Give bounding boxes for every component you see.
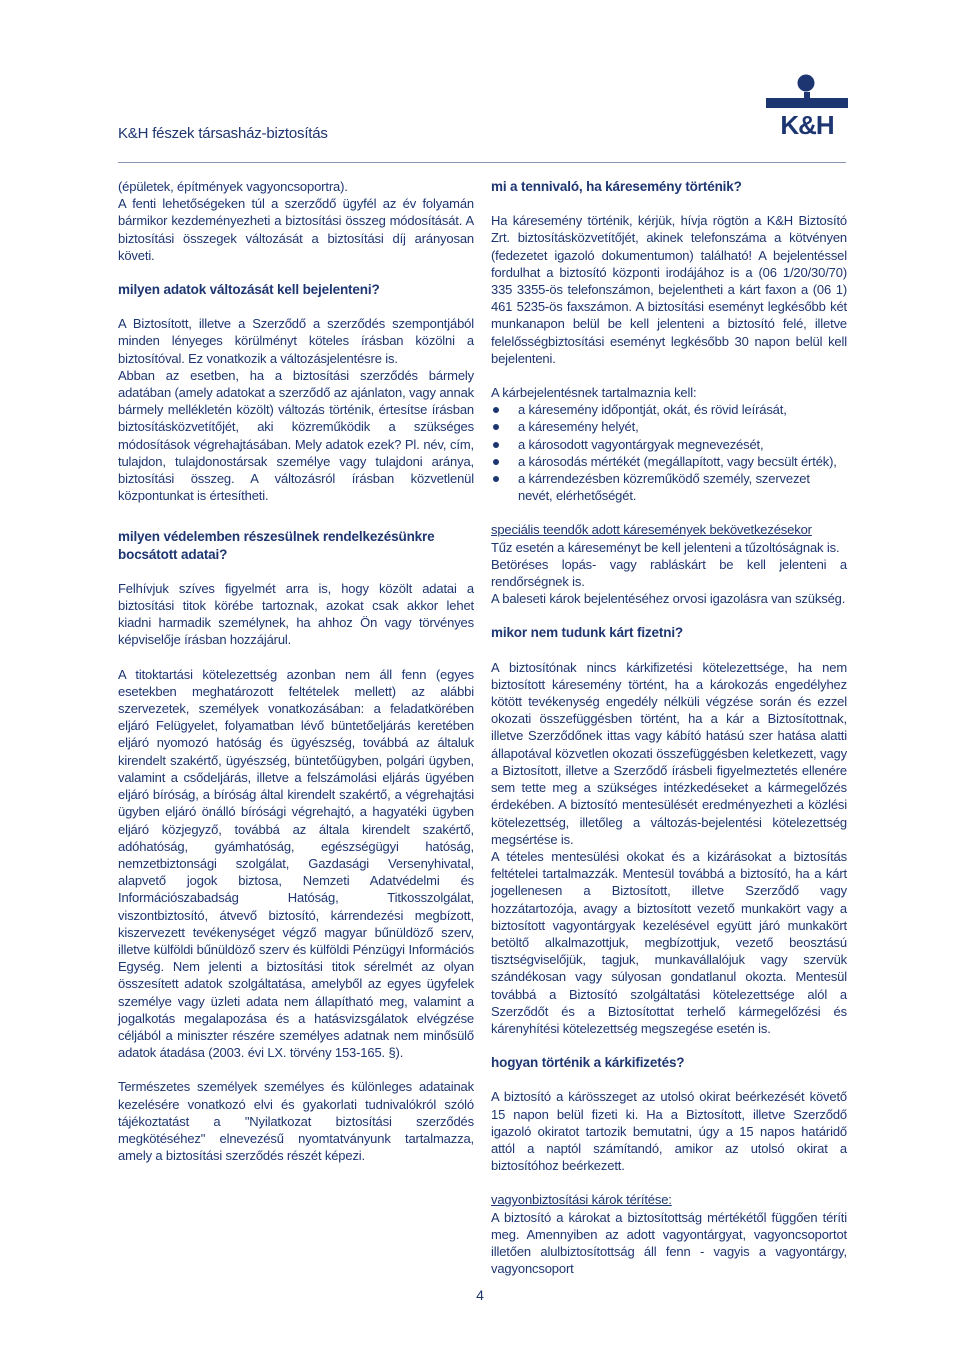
heading-data-change: milyen adatok változását kell bejelenteni? [118, 282, 380, 298]
page-number: 4 [476, 1287, 484, 1303]
heading-special-tasks: speciális teendők adott káresemények bekövetkezésekor [491, 522, 812, 538]
paragraph-disclosure-duty: A Biztosított, illetve a Szerződő a szerződés szempontjából minden lényeges körülményt köteles írásban közölni a biztosítóval. Ez vonatkozik a változásjelentésre is. [118, 316, 474, 366]
list-item: a káresemény helyét, [491, 418, 847, 435]
paragraph-confidentiality-exceptions: A titoktartási kötelezettség azonban nem áll fenn (egyes esetekben meghatározott feltételek mellett) az alábbi szervezetek, személyek vonatkozásában: a feladatkörében eljáró Felügyelet, folyamatban lévő büntetőeljárás keretében eljáró nyomozó hatóság és ügyészség, továbbá az általuk kirendelt szakértő, ügyészség, büntetőügyben, polgári ügyben, valamint a csődeljárás, illetve a felszámolási eljárás ügyében eljáró bíróság, a bíróság által kirendelt szakértő, a végrehajtási ügyben eljáró önálló bírósági végrehajtó, a hagyatéki ügyben eljáró közjegyző, továbbá az általa kirendelt szakértő, adóhatóság, gyámhatóság, egészségügyi hatóság, nemzetbiztonsági szolgálat, Gazdasági Versenyhivatal, alapvető jogok biztosa, Nemzeti Adatvédelmi és Információszabadság Hatóság, Titkosszolgálat, viszontbiztosító, átvevő biztosító, kárrendezési megbízott, kiszervezett tevékenységet végző magyar bűnüldöző szerv, illetve külföldi bűnüldöző szerv és külföldi Pénzügyi Információs Egység. Nem jelenti a biztosítási titok sérelmét az olyan összesített adatok szolgáltatása, amelyből az egyes ügyfelek személye vagy üzleti adata nem állapítható meg, valamint a jogalkotás megalapozása és a hatásvizsgálatok elvégzése céljából a miniszter részére személyes adatnak nem minősülő adatok átadása (2003. évi LX. törvény 153-165. §). [118, 666, 474, 1061]
paragraph-insurance-secret: Felhívjuk szíves figyelmét arra is, hogy közölt adatai a biztosítási titok körébe tartoznak, azokat csak akkor lehet kiadni harmadik személynek, ha ahhoz Ön vagy törvényes képviselője írásban hozzájárul. [118, 580, 474, 648]
list-item: a kárrendezésben közreműködő személy, szervezet nevét, elérhetőségét. [491, 470, 847, 504]
kh-logo-text: K&H [780, 110, 834, 140]
heading-payment-process: hogyan történik a kárkifizetés? [491, 1055, 685, 1071]
paragraph-property-compensation: A biztosító a károkat a biztosítottság mértékétől függően téríti meg. Amennyiben az adott vagyontárgyat, vagyoncsoportot illetően alulbiztosítottság áll fenn - vagyis a vagyontárgy, vagyoncsoport [491, 1209, 847, 1277]
paragraph-amount-change-rest: A fenti lehetőségeken túl a szerződő ügyfél az év folyamán bármikor kezdeményezheti a biztosítási összeg módosítását. A biztosítási összegek változását a biztosítási díj arányosan követi. [118, 196, 474, 263]
header-divider [118, 162, 846, 163]
paragraph-claim-contents: A kárbejelentésnek tartalmaznia kell: [491, 385, 697, 401]
paragraph-no-payment-cases: A biztosítónak nincs kárkifizetési kötelezettsége, ha nem biztosított káresemény történt, ha a károkozás engedélyhez kötött tevékenység engedély nélküli végzése során és ezzel okozati összefüggésben történt, ha a kár a Biztosítottnak, illetve Szerződőnek ittas vagy kábító hatású szer hatása alatti állapotával közvetlen okozati összefüggésben keletkezett, vagy a Biztosított, illetve a Szerződő írásbeli figyelmeztetés ellenére sem tette meg a szükséges intézkedéseket a kármegelőzés érdekében. A biztosító mentesülését eredményezheti a közlési kötelezettség, illetőleg a változás-bejelentési kötelezettség megsértése is. [491, 659, 847, 847]
kh-logo-figure-icon [766, 74, 848, 114]
paragraph-claim-reporting: Ha káresemény történik, kérjük, hívja rögtön a K&H Biztosító Zrt. biztosításközvetítőjét, akinek telefonszáma a kötvényen (fedezetet igazoló dokumentumon) található! A bejelentéssel fordulhat a biztosító központi irodájához is a (06 1/20/30/70) 335 3355-ös telefonszámon, bejelentheti a kárt faxon a (06 1) 461 5235-ös faxszámon. A biztosítási eseményt legkésőbb két munkanapon belül be kell jelenteni a biztosító felé, illetve felelősségbiztosítási eseményt legkésőbb 30 napon belül kell bejelenteni. [491, 213, 847, 366]
paragraph-accident: A baleseti károk bejelentéséhez orvosi igazolásra van szükség. [491, 591, 846, 607]
list-item: a káresemény időpontját, okát, és rövid leírását, [491, 401, 847, 418]
heading-claim-event: mi a tennivaló, ha káresemény történik? [491, 179, 742, 194]
paragraph-amount-change [118, 178, 474, 264]
kh-logo [766, 74, 848, 138]
paragraph-fire: Tűz esetén a káreseményt be kell jelenteni a tűzoltóságnak is. [491, 539, 840, 555]
paragraph-personal-data: Természetes személyek személyes és különleges adatainak kezelésére vonatkozó elvi és gyakorlati tudnivalókról szóló tájékoztatást a "Nyilatkozat biztosítási szerződés megkötéséhez" elnevezésű nyomtatványunk tartalmazza, amely a biztosítási szerződés részét képezi. [118, 1079, 474, 1164]
paragraph-payment-deadline: A biztosító a kárösszeget az utolsó okirat beérkezését követő 15 napon belül fizeti ki. Ha a Biztosított, illetve Szerződő igazoló okiratot tartozik bemutatni, úgy a 15 napos határidő attól a naptól számítandó, amikor az utolsó okirat a biztosítóhoz beérkezett. [491, 1089, 847, 1174]
claim-contents-list [491, 401, 847, 504]
paragraph-data-change-notice: Abban az esetben, ha a biztosítási szerződés bármely adatában (amely adatokat a szerződő az ajánlaton, vagy annak bármely mellékletén közölt) változás történik, értesítse írásban biztosításközvetítőjét, aki közreműködik a szükséges módosítások végrehajtásában. Mely adatok ezek? Pl. név, cím, tulajdon, tulajdonostársak személye vagy tulajdoni aránya, biztosítási összeg. A változásról írásban közvetlenül központunkat is értesítheti. [118, 367, 474, 504]
heading-no-payment: mikor nem tudunk kárt fizetni? [491, 625, 684, 641]
heading-data-protection: milyen védelemben részesülnek rendelkezésünkre bocsátott adatai? [118, 529, 435, 562]
left-column [118, 178, 474, 1164]
paragraph-burglary: Betöréses lopás- vagy rabláskárt be kell jelenteni a rendőrségnek is. [491, 556, 847, 590]
list-item: a károsodott vagyontárgyak megnevezését, [491, 436, 847, 453]
paragraph-amount-change-first-line: (épületek, építmények vagyoncsoportra). [118, 179, 348, 194]
list-item: a károsodás mértékét (megállapított, vagy becsült érték), [491, 453, 847, 470]
paragraph-exemptions: A tételes mentesülési okokat és a kizárásokat a biztosítás feltételei tartalmazzák. Mentesül továbbá a biztosító, ha a kárt jogellenesen a Biztosított, illetve Szerződő vagy hozzátartozója, avagy a biztosított vezető munkakört vagy a biztosított vagyontárgyak kezelésével együtt járó munkakört betöltő alkalmazottjuk, megbízottjuk, vezető beosztású tisztségviselőjük, tagjuk, munkavállalójuk vagy szervük szándékosan vagy súlyosan gondatlanul okozta. Mentesül továbbá a Biztosító szolgáltatási kötelezettsége alól a Szerződőt és a Biztosítottat terhelő kármegelőzési és kárenyhítési kötelezettség megszegése esetén is. [491, 848, 847, 1036]
heading-property-compensation: vagyonbiztosítási károk térítése: [491, 1192, 672, 1208]
document-header-title: K&H fészek társasház-biztosítás [118, 125, 328, 142]
right-column [491, 178, 847, 1277]
